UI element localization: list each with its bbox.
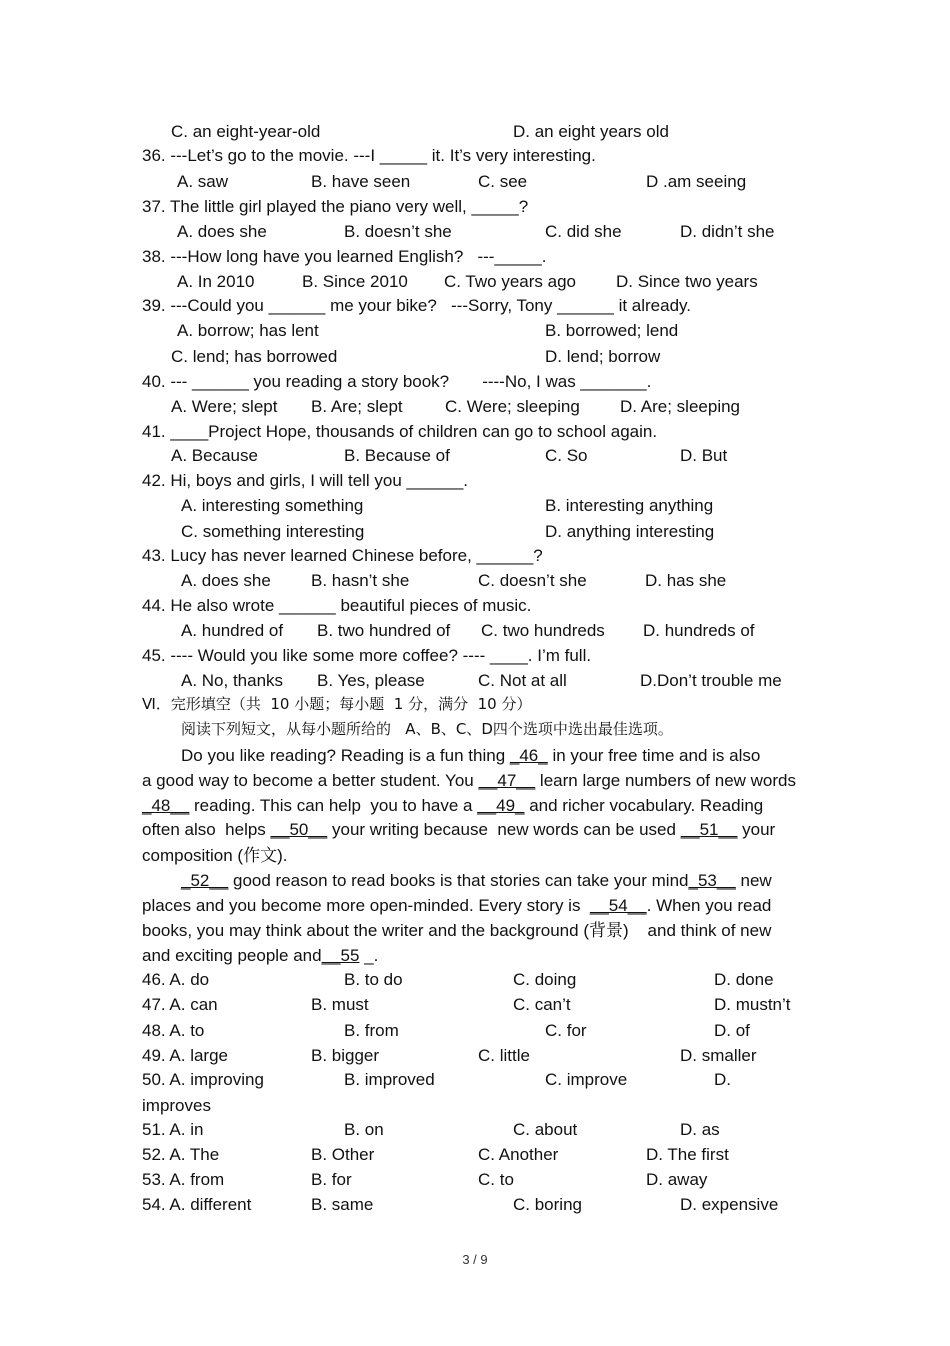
q42-stem: 42. Hi, boys and girls, I will tell you ______. [142,471,469,490]
q41-stem: 41. ____Project Hope, thousands of children can go to school again. [142,422,658,441]
q41-option-b: B. Because of [344,446,450,465]
blank-48: _48__ [142,796,190,815]
cloze-54-option-c: C. boring [513,1195,582,1214]
cloze-48-option-b: B. from [344,1021,399,1040]
cloze-46-option-d: D. done [714,970,774,989]
q37-option-a: A. does she [177,222,267,241]
section-title: Ⅵ．完形填空（共 10 小题；每小题 1 分，满分 10 分） [142,695,532,713]
passage-line: and exciting people and__55 _. [142,946,379,965]
q37-option-c: C. did she [545,222,622,241]
cloze-49-option-b: B. bigger [311,1046,380,1065]
q39-option-c: C. lend; has borrowed [171,347,338,366]
page-number: 3 / 9 [462,1252,488,1267]
cloze-46-option-a: 46. A. do [142,970,210,989]
passage-line: composition (作文). [142,846,288,865]
q37-option-d: D. didn’t she [680,222,775,241]
q42-option-b: B. interesting anything [545,496,714,515]
q42-option-c: C. something interesting [181,522,365,541]
q45-option-b: B. Yes, please [317,671,425,690]
q36-option-b: B. have seen [311,172,411,191]
cloze-48-option-d: D. of [714,1021,750,1040]
blank-51: __51__ [680,820,738,839]
q39-stem: 39. ---Could you ______ me your bike? ---Sorry, Tony ______ it already. [142,296,692,315]
blank-50: __50__ [270,820,328,839]
q44-stem: 44. He also wrote ______ beautiful pieces of music. [142,596,532,615]
q41-option-a: A. Because [171,446,258,465]
cloze-54-option-d: D. expensive [680,1195,779,1214]
blank-53: _53__ [688,871,736,890]
q37-option-b: B. doesn’t she [344,222,452,241]
cloze-53-option-b: B. for [311,1170,352,1189]
q38-option-d: D. Since two years [616,272,758,291]
q44-option-b: B. two hundred of [317,621,451,640]
q39-option-a: A. borrow; has lent [177,321,319,340]
q36-option-a: A. saw [177,172,229,191]
cloze-53-option-c: C. to [478,1170,514,1189]
q44-option-a: A. hundred of [181,621,284,640]
q40-option-b: B. Are; slept [311,397,403,416]
cloze-50-option-b: B. improved [344,1070,435,1089]
q40-option-d: D. Are; sleeping [620,397,741,416]
cloze-50-option-d-wrap: improves [142,1096,211,1115]
blank-47: __47__ [478,771,536,790]
q45-option-a: A. No, thanks [181,671,284,690]
q45-option-d: D.Don’t trouble me [640,671,782,690]
q41-option-c: C. So [545,446,588,465]
cloze-46-option-b: B. to do [344,970,403,989]
q36-option-d: D .am seeing [646,172,747,191]
cloze-54-option-b: B. same [311,1195,374,1214]
passage-line: often also helps __50__ your writing because new words can be used __51__ your [142,820,776,839]
q35-option-c: C. an eight-year-old [171,122,321,141]
q38-option-a: A. In 2010 [177,272,255,291]
cloze-52-option-b: B. Other [311,1145,375,1164]
passage-line: _52__ good reason to read books is that stories can take your mind_53__ new [181,871,772,890]
q37-stem: 37. The little girl played the piano very well, _____? [142,197,529,216]
cloze-48-option-a: 48. A. to [142,1021,205,1040]
cloze-47-option-d: D. mustn’t [714,995,791,1014]
passage-line: a good way to become a better student. You __47__ learn large numbers of new words [142,771,796,790]
cloze-47-option-b: B. must [311,995,369,1014]
blank-46: _46_ [509,746,548,765]
cloze-49-option-c: C. little [478,1046,530,1065]
section-instruction: 阅读下列短文，从每小题所给的 A、B、C、D四个选项中选出最佳选项。 [181,720,673,738]
passage-line: Do you like reading? Reading is a fun thing _46_ in your free time and is also [181,746,761,765]
cloze-51-option-b: B. on [344,1120,384,1139]
q40-option-c: C. Were; sleeping [445,397,580,416]
q41-option-d: D. But [680,446,728,465]
q43-option-c: C. doesn’t she [478,571,587,590]
q44-option-c: C. two hundreds [481,621,605,640]
cloze-53-option-d: D. away [646,1170,708,1189]
cloze-51-option-a: 51. A. in [142,1120,204,1139]
cloze-54-option-a: 54. A. different [142,1195,252,1214]
q39-option-d: D. lend; borrow [545,347,661,366]
q42-option-d: D. anything interesting [545,522,715,541]
cloze-47-option-a: 47. A. can [142,995,218,1014]
q35-option-d: D. an eight years old [513,122,669,141]
q45-option-c: C. Not at all [478,671,567,690]
passage-line: _48__ reading. This can help you to have a __49_ and richer vocabulary. Reading [142,796,764,815]
blank-52: _52__ [181,871,229,890]
cloze-52-option-a: 52. A. The [142,1145,220,1164]
blank-54: __54__ [589,896,647,915]
blank-55: __55 [321,946,360,965]
cloze-49-option-d: D. smaller [680,1046,757,1065]
q45-stem: 45. ---- Would you like some more coffee? ---- ____. I’m full. [142,646,592,665]
q39-option-b: B. borrowed; lend [545,321,679,340]
q43-option-b: B. hasn’t she [311,571,410,590]
cloze-51-option-c: C. about [513,1120,578,1139]
q43-stem: 43. Lucy has never learned Chinese before, ______? [142,546,543,565]
passage-line: places and you become more open-minded. Every story is __54__. When you read [142,896,772,915]
cloze-53-option-a: 53. A. from [142,1170,225,1189]
cloze-47-option-c: C. can’t [513,995,571,1014]
cloze-50-option-d: D. [714,1070,731,1089]
cloze-50-option-a: 50. A. improving [142,1070,264,1089]
cloze-48-option-c: C. for [545,1021,587,1040]
cloze-51-option-d: D. as [680,1120,720,1139]
q38-option-b: B. Since 2010 [302,272,408,291]
cloze-52-option-c: C. Another [478,1145,559,1164]
q42-option-a: A. interesting something [181,496,364,515]
cloze-49-option-a: 49. A. large [142,1046,229,1065]
cloze-52-option-d: D. The first [646,1145,729,1164]
q38-option-c: C. Two years ago [444,272,576,291]
cloze-46-option-c: C. doing [513,970,577,989]
q38-stem: 38. ---How long have you learned English? ---_____. [142,247,547,266]
q43-option-d: D. has she [645,571,727,590]
blank-49: __49_ [477,796,525,815]
cloze-50-option-c: C. improve [545,1070,628,1089]
q40-option-a: A. Were; slept [171,397,278,416]
q36-stem: 36. ---Let’s go to the movie. ---I _____ it. It’s very interesting. [142,146,596,165]
q44-option-d: D. hundreds of [643,621,755,640]
q40-stem: 40. --- ______ you reading a story book? ----No, I was _______. [142,372,652,391]
q36-option-c: C. see [478,172,528,191]
passage-line: books, you may think about the writer and the background (背景) and think of new [142,921,772,940]
q43-option-a: A. does she [181,571,271,590]
